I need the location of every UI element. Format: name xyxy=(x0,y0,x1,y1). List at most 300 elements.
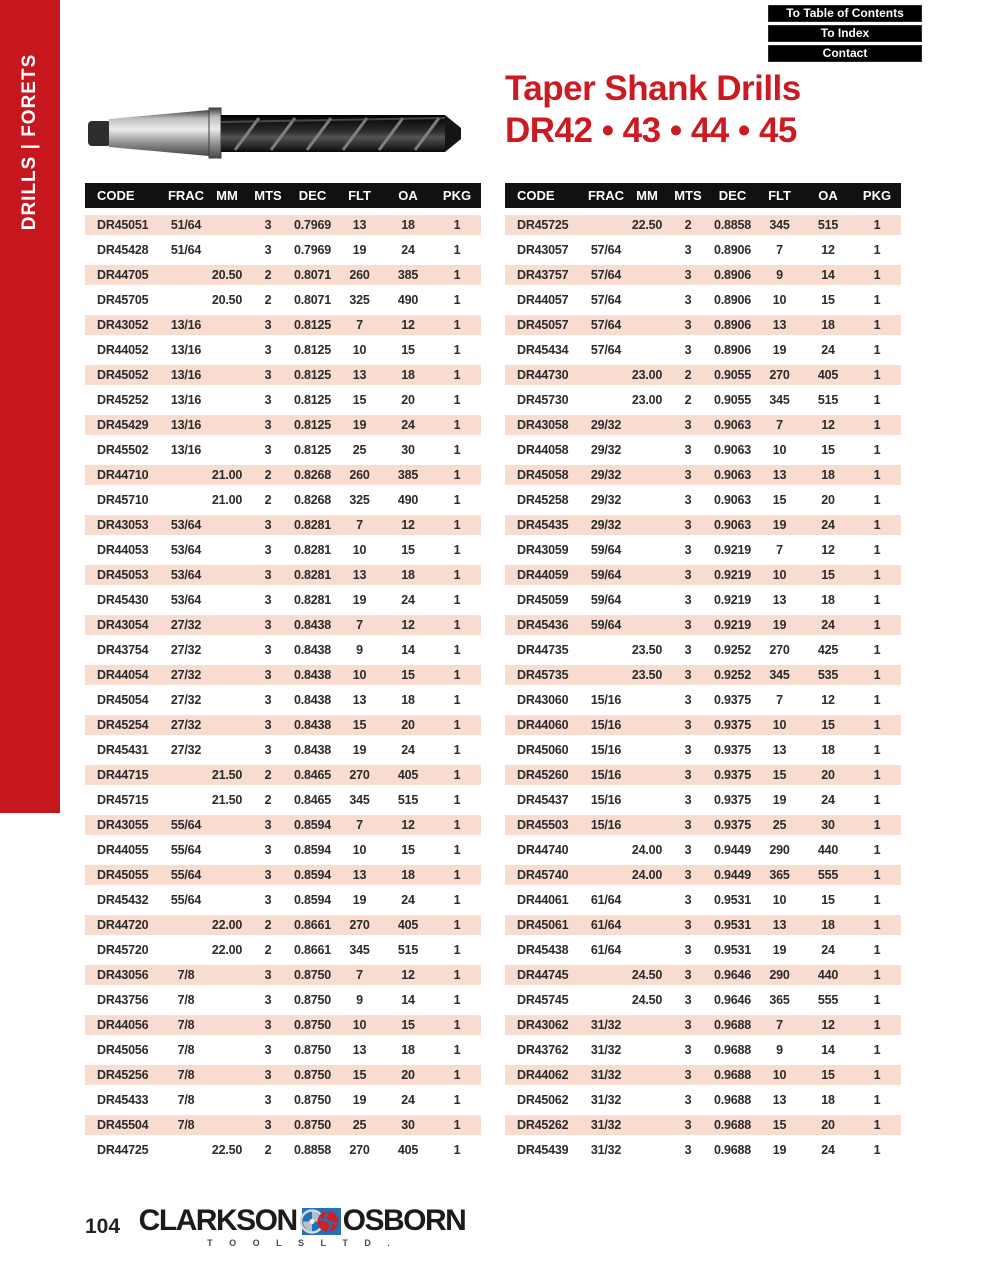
table-cell: 13 xyxy=(772,468,787,482)
table-cell: 3 xyxy=(684,818,692,832)
table-cell: 3 xyxy=(684,293,692,307)
table-cell: 1 xyxy=(453,1093,461,1107)
table-cell: 59/64 xyxy=(590,593,622,607)
table-cell: 0.8465 xyxy=(293,768,332,782)
table-cell: 51/64 xyxy=(170,218,202,232)
table-cell: 3 xyxy=(264,243,272,257)
table-cell: 270 xyxy=(769,643,790,657)
table-cell: 12 xyxy=(401,818,415,832)
table-cell: 1 xyxy=(453,843,461,857)
column-header-mts: MTS xyxy=(254,188,282,203)
table-cell: DR45060 xyxy=(517,743,569,757)
table-cell: 12 xyxy=(401,318,415,332)
table-row xyxy=(85,1140,481,1165)
table-cell: 3 xyxy=(684,718,692,732)
column-header-flt: FLT xyxy=(348,188,371,203)
table-cell: 1 xyxy=(873,718,881,732)
table-cell: 19 xyxy=(352,243,367,257)
table-cell: 1 xyxy=(453,418,461,432)
table-row xyxy=(505,265,901,290)
table-cell: 1 xyxy=(873,268,881,282)
table-cell: 53/64 xyxy=(170,543,202,557)
table-row xyxy=(505,640,901,665)
table-cell: 31/32 xyxy=(590,1068,622,1082)
table-cell: 15/16 xyxy=(590,693,622,707)
table-cell: 0.9375 xyxy=(713,743,752,757)
table-cell: 0.9219 xyxy=(713,593,752,607)
table-cell: 3 xyxy=(264,643,272,657)
table-row xyxy=(505,865,901,890)
table-cell: 3 xyxy=(684,543,692,557)
table-row xyxy=(505,340,901,365)
table-cell: 12 xyxy=(821,1018,835,1032)
table-cell: 3 xyxy=(264,1018,272,1032)
table-cell: 3 xyxy=(684,993,692,1007)
table-row xyxy=(85,365,481,390)
table-cell: 3 xyxy=(264,818,272,832)
table-cell: 0.8125 xyxy=(293,418,332,432)
brand-subtitle: T O O L S L T D . xyxy=(207,1238,397,1248)
table-row xyxy=(505,415,901,440)
table-cell: 24 xyxy=(821,343,835,357)
table-cell: 13/16 xyxy=(170,318,202,332)
table-cell: 3 xyxy=(684,518,692,532)
table-cell: 22.00 xyxy=(211,918,243,932)
table-cell: 27/32 xyxy=(170,693,202,707)
table-cell: DR44062 xyxy=(517,1068,569,1082)
table-cell: 18 xyxy=(401,693,415,707)
table-cell: 61/64 xyxy=(590,943,622,957)
table-cell: 7/8 xyxy=(177,1093,195,1107)
table-cell: 1 xyxy=(873,668,881,682)
column-header-oa: OA xyxy=(398,188,418,203)
table-cell: 345 xyxy=(769,668,790,682)
table-cell: 3 xyxy=(264,743,272,757)
page-title-line2: DR42 • 43 • 44 • 45 xyxy=(505,111,797,150)
table-cell: 7 xyxy=(356,618,363,632)
table-cell: 61/64 xyxy=(590,893,622,907)
table-cell: 3 xyxy=(684,243,692,257)
table-cell: 15 xyxy=(821,893,835,907)
table-cell: DR45439 xyxy=(517,1143,569,1157)
table-cell: 425 xyxy=(817,643,839,657)
table-row xyxy=(505,990,901,1015)
table-cell: 14 xyxy=(821,1043,835,1057)
table-cell: 13/16 xyxy=(170,393,202,407)
table-cell: 0.9063 xyxy=(713,468,752,482)
table-cell: 18 xyxy=(821,1093,835,1107)
table-row xyxy=(505,365,901,390)
table-cell: 19 xyxy=(772,343,787,357)
table-cell: 3 xyxy=(684,418,692,432)
table-cell: 31/32 xyxy=(590,1093,622,1107)
table-cell: 3 xyxy=(264,718,272,732)
table-cell: 1 xyxy=(453,293,461,307)
table-cell: 1 xyxy=(873,693,881,707)
table-cell: 0.9375 xyxy=(713,718,752,732)
table-cell: 0.9688 xyxy=(713,1118,752,1132)
table-cell: 3 xyxy=(264,418,272,432)
table-cell: 7 xyxy=(776,693,783,707)
table-cell: 0.9375 xyxy=(713,768,752,782)
table-cell: 3 xyxy=(264,543,272,557)
table-cell: 18 xyxy=(401,568,415,582)
table-row xyxy=(85,990,481,1015)
table-cell: 1 xyxy=(453,793,461,807)
table-cell: 0.9063 xyxy=(713,443,752,457)
table-row xyxy=(505,1115,901,1140)
table-cell: 12 xyxy=(821,543,835,557)
table-cell: 0.9531 xyxy=(713,893,752,907)
table-cell: 13 xyxy=(352,568,367,582)
table-cell: 0.9449 xyxy=(713,868,752,882)
table-cell: 515 xyxy=(817,218,839,232)
nav-button-index[interactable]: To Index xyxy=(768,25,922,42)
table-cell: 7 xyxy=(356,818,363,832)
table-cell: 515 xyxy=(397,793,419,807)
nav-button-contact[interactable]: Contact xyxy=(768,45,922,62)
column-header-pkg: PKG xyxy=(862,188,892,203)
table-cell: 24.00 xyxy=(631,843,663,857)
table-cell: 2 xyxy=(264,493,272,507)
nav-buttons xyxy=(768,5,922,65)
table-cell: 1 xyxy=(453,518,461,532)
table-header-right xyxy=(505,183,901,208)
table-cell: 1 xyxy=(453,268,461,282)
table-cell: 13/16 xyxy=(170,368,202,382)
table-cell: 1 xyxy=(453,1118,461,1132)
table-cell: 2 xyxy=(684,218,692,232)
drill-table-right xyxy=(505,183,901,1165)
table-cell: 61/64 xyxy=(590,918,622,932)
table-row xyxy=(505,540,901,565)
table-cell: 57/64 xyxy=(590,293,622,307)
table-cell: 19 xyxy=(772,943,787,957)
table-cell: 1 xyxy=(873,593,881,607)
table-cell: DR45431 xyxy=(97,743,149,757)
table-cell: 2 xyxy=(264,468,272,482)
table-cell: 0.8125 xyxy=(293,343,332,357)
table-cell: 0.8750 xyxy=(293,993,332,1007)
table-cell: 0.8281 xyxy=(293,543,332,557)
brand-word-clarkson: CLARKSON xyxy=(138,1204,297,1237)
table-cell: 405 xyxy=(817,368,839,382)
table-row xyxy=(505,1090,901,1115)
sidebar-tab xyxy=(0,0,60,813)
table-cell: 18 xyxy=(821,468,835,482)
table-cell: 490 xyxy=(397,293,419,307)
table-cell: 3 xyxy=(684,743,692,757)
table-cell: 10 xyxy=(772,443,787,457)
table-cell: DR44710 xyxy=(97,468,149,482)
table-cell: 0.8125 xyxy=(293,368,332,382)
table-cell: 0.8438 xyxy=(293,668,332,682)
table-cell: 9 xyxy=(356,643,363,657)
table-cell: 14 xyxy=(401,993,415,1007)
table-row xyxy=(85,1040,481,1065)
table-cell: 19 xyxy=(772,618,787,632)
table-cell: 0.8071 xyxy=(293,268,332,282)
table-row xyxy=(505,465,901,490)
table-cell: 3 xyxy=(264,868,272,882)
table-cell: 1 xyxy=(453,1043,461,1057)
table-cell: DR45052 xyxy=(97,368,149,382)
table-cell: 1 xyxy=(453,968,461,982)
table-cell: DR45258 xyxy=(517,493,569,507)
table-cell: 19 xyxy=(352,893,367,907)
table-cell: 14 xyxy=(821,268,835,282)
table-cell: 1 xyxy=(453,993,461,1007)
table-cell: 1 xyxy=(873,368,881,382)
table-cell: 0.8750 xyxy=(293,968,332,982)
nav-button-table-of-contents[interactable]: To Table of Contents xyxy=(768,5,922,22)
table-cell: 3 xyxy=(684,793,692,807)
table-cell: 3 xyxy=(264,343,272,357)
table-cell: 1 xyxy=(453,218,461,232)
table-cell: 12 xyxy=(821,418,835,432)
table-cell: 20 xyxy=(401,718,415,732)
table-cell: 1 xyxy=(453,343,461,357)
table-cell: DR43057 xyxy=(517,243,569,257)
table-cell: 57/64 xyxy=(590,243,622,257)
table-cell: 30 xyxy=(821,818,835,832)
table-cell: 1 xyxy=(453,1018,461,1032)
table-cell: 3 xyxy=(684,643,692,657)
table-cell: 3 xyxy=(684,693,692,707)
table-cell: 15 xyxy=(772,493,787,507)
table-cell: DR43056 xyxy=(97,968,149,982)
table-cell: 22.50 xyxy=(631,218,663,232)
table-cell: 7/8 xyxy=(177,1118,195,1132)
table-cell: 3 xyxy=(264,218,272,232)
table-cell: 0.9055 xyxy=(713,393,752,407)
table-cell: 0.8125 xyxy=(293,443,332,457)
table-cell: DR43058 xyxy=(517,418,569,432)
table-cell: 0.9219 xyxy=(713,568,752,582)
table-cell: DR43757 xyxy=(517,268,569,282)
table-cell: 365 xyxy=(769,868,790,882)
table-cell: DR45730 xyxy=(517,393,569,407)
brand-word-osborn: OSBORN xyxy=(342,1204,466,1237)
table-row xyxy=(85,440,481,465)
table-cell: 0.8750 xyxy=(293,1043,332,1057)
table-row xyxy=(85,665,481,690)
table-cell: 1 xyxy=(873,1068,881,1082)
table-cell: 14 xyxy=(401,643,415,657)
table-cell: 30 xyxy=(401,1118,415,1132)
table-cell: DR45715 xyxy=(97,793,149,807)
table-cell: 15 xyxy=(821,1068,835,1082)
table-cell: 20 xyxy=(401,393,415,407)
table-cell: 7/8 xyxy=(177,1068,195,1082)
table-cell: 15/16 xyxy=(590,818,622,832)
table-cell: 53/64 xyxy=(170,518,202,532)
column-header-pkg: PKG xyxy=(442,188,472,203)
table-cell: 19 xyxy=(772,518,787,532)
table-cell: 1 xyxy=(453,818,461,832)
table-cell: DR44054 xyxy=(97,668,149,682)
table-cell: 3 xyxy=(684,1068,692,1082)
table-cell: 13 xyxy=(352,368,367,382)
table-cell: 1 xyxy=(453,1143,461,1157)
table-cell: DR44053 xyxy=(97,543,149,557)
table-cell: 1 xyxy=(453,318,461,332)
table-cell: 405 xyxy=(397,918,419,932)
table-cell: 1 xyxy=(453,668,461,682)
table-cell: 2 xyxy=(264,793,272,807)
table-cell: 1 xyxy=(873,543,881,557)
table-cell: 3 xyxy=(264,1068,272,1082)
table-cell: 345 xyxy=(769,393,790,407)
table-cell: DR43052 xyxy=(97,318,149,332)
table-cell: 3 xyxy=(684,918,692,932)
table-row xyxy=(85,715,481,740)
table-cell: 15 xyxy=(352,1068,367,1082)
table-cell: 490 xyxy=(397,493,419,507)
table-row xyxy=(85,465,481,490)
table-cell: 0.9063 xyxy=(713,518,752,532)
table-cell: 24 xyxy=(401,418,415,432)
table-cell: 24 xyxy=(401,243,415,257)
table-row xyxy=(85,840,481,865)
table-cell: 29/32 xyxy=(590,468,622,482)
table-cell: 555 xyxy=(817,993,839,1007)
table-cell: 0.8594 xyxy=(293,843,332,857)
table-cell: DR43756 xyxy=(97,993,149,1007)
table-cell: 440 xyxy=(817,843,839,857)
table-cell: 57/64 xyxy=(590,318,622,332)
table-row xyxy=(85,1115,481,1140)
table-cell: 10 xyxy=(352,668,367,682)
table-cell: 0.8594 xyxy=(293,893,332,907)
table-cell: 3 xyxy=(684,318,692,332)
table-cell: 345 xyxy=(349,793,370,807)
table-cell: 0.8750 xyxy=(293,1068,332,1082)
table-cell: DR45429 xyxy=(97,418,149,432)
table-cell: DR45435 xyxy=(517,518,569,532)
table-cell: 19 xyxy=(352,418,367,432)
column-header-flt: FLT xyxy=(768,188,791,203)
table-cell: 1 xyxy=(873,843,881,857)
table-cell: DR45720 xyxy=(97,943,149,957)
column-header-mm: MM xyxy=(636,188,658,203)
table-cell: DR45057 xyxy=(517,318,569,332)
table-cell: 270 xyxy=(349,1143,370,1157)
table-cell: 345 xyxy=(349,943,370,957)
table-cell: 27/32 xyxy=(170,643,202,657)
table-cell: 1 xyxy=(453,468,461,482)
table-header-left xyxy=(85,183,481,208)
table-cell: 13 xyxy=(352,868,367,882)
table-cell: 440 xyxy=(817,968,839,982)
table-cell: 2 xyxy=(264,268,272,282)
table-cell: DR45254 xyxy=(97,718,149,732)
table-cell: 15 xyxy=(772,1118,787,1132)
table-cell: DR43060 xyxy=(517,693,569,707)
table-cell: 0.9375 xyxy=(713,693,752,707)
table-cell: 15 xyxy=(821,568,835,582)
table-cell: 18 xyxy=(821,593,835,607)
taper-shank-drill-photo xyxy=(85,94,463,176)
table-cell: 1 xyxy=(873,468,881,482)
table-cell: 1 xyxy=(873,793,881,807)
table-cell: 53/64 xyxy=(170,568,202,582)
table-cell: 0.9688 xyxy=(713,1093,752,1107)
table-cell: 555 xyxy=(817,868,839,882)
table-cell: DR44715 xyxy=(97,768,149,782)
table-cell: 405 xyxy=(397,1143,419,1157)
table-cell: 3 xyxy=(684,343,692,357)
table-cell: 13 xyxy=(772,318,787,332)
table-row xyxy=(85,790,481,815)
table-cell: 3 xyxy=(264,318,272,332)
table-cell: DR44052 xyxy=(97,343,149,357)
table-cell: 23.50 xyxy=(631,643,663,657)
table-cell: 0.8906 xyxy=(713,243,752,257)
table-cell: 18 xyxy=(401,368,415,382)
table-cell: 0.9219 xyxy=(713,618,752,632)
table-cell: 3 xyxy=(684,568,692,582)
table-row xyxy=(505,590,901,615)
table-cell: 24 xyxy=(401,893,415,907)
table-cell: 27/32 xyxy=(170,668,202,682)
table-cell: 21.00 xyxy=(211,493,243,507)
table-cell: 1 xyxy=(873,743,881,757)
table-cell: 0.9063 xyxy=(713,493,752,507)
table-cell: 260 xyxy=(349,468,370,482)
drill-tang xyxy=(88,121,111,146)
table-cell: 55/64 xyxy=(170,843,202,857)
table-row xyxy=(505,490,901,515)
table-cell: 7 xyxy=(356,318,363,332)
table-row xyxy=(505,715,901,740)
drill-table-left xyxy=(85,183,481,1165)
table-row xyxy=(85,315,481,340)
table-cell: 2 xyxy=(264,293,272,307)
table-cell: 59/64 xyxy=(590,618,622,632)
table-cell: 20 xyxy=(821,768,835,782)
table-cell: 0.9375 xyxy=(713,818,752,832)
table-cell: 1 xyxy=(453,693,461,707)
table-cell: 15/16 xyxy=(590,743,622,757)
table-cell: 0.8268 xyxy=(293,468,332,482)
table-row xyxy=(85,890,481,915)
table-cell: 3 xyxy=(264,993,272,1007)
table-cell: 0.8125 xyxy=(293,318,332,332)
table-cell: 9 xyxy=(776,1043,783,1057)
table-row xyxy=(85,415,481,440)
table-cell: 3 xyxy=(264,1118,272,1132)
table-cell: 13 xyxy=(352,1043,367,1057)
table-cell: 2 xyxy=(684,368,692,382)
table-cell: 1 xyxy=(873,493,881,507)
table-cell: 18 xyxy=(821,918,835,932)
table-cell: DR44059 xyxy=(517,568,569,582)
table-cell: 12 xyxy=(401,968,415,982)
table-cell: 1 xyxy=(453,868,461,882)
brand-logo xyxy=(137,1204,467,1248)
table-cell: DR45745 xyxy=(517,993,569,1007)
table-cell: 1 xyxy=(453,768,461,782)
table-cell: 24.50 xyxy=(631,993,663,1007)
table-cell: 1 xyxy=(453,1068,461,1082)
table-cell: 24 xyxy=(401,1093,415,1107)
table-cell: 365 xyxy=(769,993,790,1007)
table-cell: 18 xyxy=(401,218,415,232)
table-cell: 24.00 xyxy=(631,868,663,882)
table-cell: DR45056 xyxy=(97,1043,149,1057)
table-cell: 15 xyxy=(821,443,835,457)
